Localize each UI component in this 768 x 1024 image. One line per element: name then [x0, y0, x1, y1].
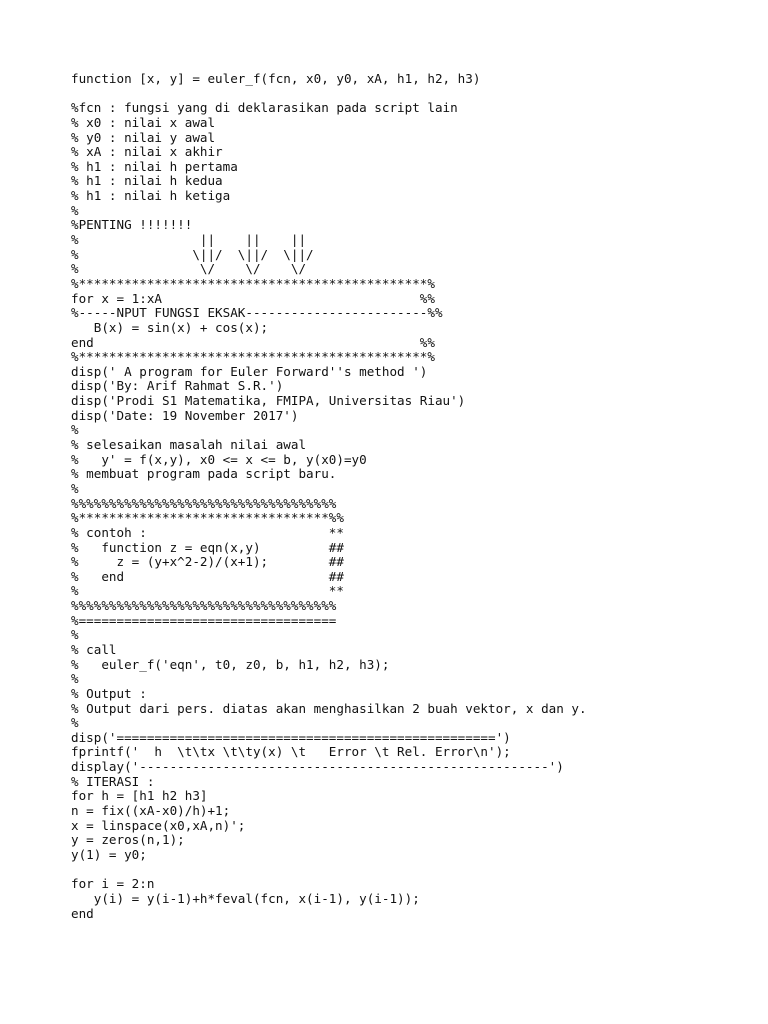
code-line: [71, 863, 751, 878]
code-line: % h1 : nilai h pertama: [71, 158, 238, 174]
code-line: % function z = eqn(x,y) ##: [71, 539, 344, 555]
code-line: % ITERASI :: [71, 773, 155, 789]
code-line: %: [71, 202, 79, 218]
code-line: % \||/ \||/ \||/: [71, 246, 314, 262]
code-line: %fcn : fungsi yang di deklarasikan pada script lain: [71, 100, 458, 116]
code-line: [71, 87, 751, 102]
code-line: % h1 : nilai h ketiga: [71, 188, 231, 204]
code-line: y(1) = y0;: [71, 846, 147, 862]
code-line: disp('=================================================='): [71, 729, 511, 745]
code-line: % z = (y+x^2-2)/(x+1); ##: [71, 554, 344, 570]
code-line: function [x, y] = euler_f(fcn, x0, y0, xA, h1, h2, h3): [71, 71, 481, 86]
code-line: % || || ||: [71, 232, 307, 248]
code-line: %**********************************************%: [71, 275, 435, 291]
code-line: disp('Prodi S1 Matematika, FMIPA, Universitas Riau'): [71, 393, 466, 409]
code-line: % call: [71, 641, 117, 657]
code-line: % membuat program pada script baru.: [71, 466, 337, 482]
code-line: %%%%%%%%%%%%%%%%%%%%%%%%%%%%%%%%%%%: [71, 495, 337, 511]
code-line: %**********************************************%: [71, 349, 435, 365]
code-line: % y' = f(x,y), x0 <= x <= b, y(x0)=y0: [71, 451, 367, 467]
code-line: %: [71, 715, 79, 731]
code-line: % h1 : nilai h kedua: [71, 173, 223, 189]
code-line: % Output dari pers. diatas akan menghasilkan 2 buah vektor, x dan y.: [71, 700, 587, 716]
code-line: for h = [h1 h2 h3]: [71, 788, 208, 804]
code-line: end: [71, 905, 94, 921]
code-line: %: [71, 627, 79, 643]
code-line: %PENTING !!!!!!!: [71, 217, 193, 233]
code-line: % contoh : **: [71, 524, 344, 540]
code-line: fprintf(' h \t\tx \t\ty(x) \t Error \t Rel. Error\n');: [71, 744, 511, 760]
code-line: %*********************************%%: [71, 510, 344, 526]
code-line: %: [71, 480, 79, 496]
code-line: disp('Date: 19 November 2017'): [71, 407, 299, 423]
code-line: B(x) = sin(x) + cos(x);: [71, 319, 269, 335]
code-line: x = linspace(x0,xA,n)';: [71, 817, 246, 833]
code-line: disp('By: Arif Rahmat S.R.'): [71, 378, 284, 394]
code-line: % x0 : nilai x awal: [71, 114, 216, 130]
code-listing: [71, 72, 751, 921]
code-line: y(i) = y(i-1)+h*feval(fcn, x(i-1), y(i-1));: [71, 890, 420, 906]
code-line: %%%%%%%%%%%%%%%%%%%%%%%%%%%%%%%%%%%: [71, 598, 337, 614]
code-line: %-----NPUT FUNGSI EKSAK------------------------%%: [71, 305, 443, 321]
code-line: n = fix((xA-x0)/h)+1;: [71, 803, 231, 819]
code-line: % xA : nilai x akhir: [71, 144, 223, 160]
code-line: %: [71, 422, 79, 438]
code-line: for x = 1:xA %%: [71, 290, 435, 306]
code-line: %: [71, 671, 79, 687]
code-line: display('------------------------------------------------------'): [71, 759, 564, 775]
code-line: % y0 : nilai y awal: [71, 129, 216, 145]
code-line: for i = 2:n: [71, 876, 155, 892]
code-line: % selesaikan masalah nilai awal: [71, 437, 307, 453]
code-line: y = zeros(n,1);: [71, 832, 185, 848]
code-line: end %%: [71, 334, 435, 350]
code-line: % Output :: [71, 685, 147, 701]
code-line: disp(' A program for Euler Forward''s method '): [71, 363, 428, 379]
code-line: % \/ \/ \/: [71, 261, 307, 277]
code-line: % euler_f('eqn', t0, z0, b, h1, h2, h3);: [71, 656, 390, 672]
code-line: % end ##: [71, 568, 344, 584]
code-line: %==================================: [71, 612, 337, 628]
code-line: % **: [71, 583, 344, 599]
